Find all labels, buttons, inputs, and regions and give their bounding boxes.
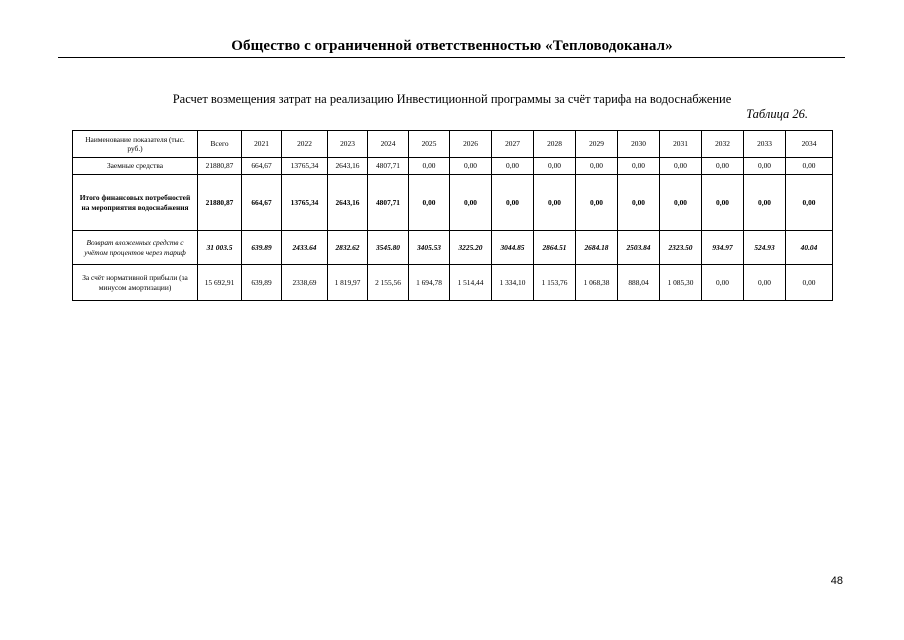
- header-cell: 2030: [618, 131, 660, 158]
- table-cell: 0,00: [702, 158, 744, 175]
- table-row: [73, 175, 833, 231]
- table-cell: 1 068,38: [576, 265, 618, 301]
- table-cell: 3044.85: [492, 231, 534, 265]
- table-cell: 1 334,10: [492, 265, 534, 301]
- company-header: Общество с ограниченной ответственностью «Тепловодоканал»: [231, 38, 673, 54]
- table-cell: 0,00: [786, 175, 833, 231]
- table-cell: 0,00: [618, 175, 660, 231]
- table-cell: 0,00: [576, 175, 618, 231]
- header-cell: 2025: [409, 131, 450, 158]
- table-cell: 0,00: [660, 158, 702, 175]
- header-cell: 2032: [702, 131, 744, 158]
- page-number: 48: [830, 575, 843, 587]
- table-cell: 31 003.5: [198, 231, 242, 265]
- table-cell: 0,00: [744, 175, 786, 231]
- header-cell: 2029: [576, 131, 618, 158]
- header-cell: 2028: [534, 131, 576, 158]
- table-cell: 0,00: [786, 265, 833, 301]
- table-cell: 0,00: [660, 175, 702, 231]
- table-cell: 1 153,76: [534, 265, 576, 301]
- table-cell: 2 155,56: [368, 265, 409, 301]
- table-cell: 2433.64: [282, 231, 328, 265]
- table-row: [73, 158, 833, 175]
- table-row: [73, 231, 833, 265]
- header-cell: 2024: [368, 131, 409, 158]
- table-cell: 0,00: [450, 158, 492, 175]
- table-cell: 4807,71: [368, 175, 409, 231]
- table-cell: 888,04: [618, 265, 660, 301]
- header-cell: 2031: [660, 131, 702, 158]
- table-cell: 3545.80: [368, 231, 409, 265]
- table-cell: 1 819,97: [328, 265, 368, 301]
- table-cell: 664,67: [242, 158, 282, 175]
- table-cell: 2503.84: [618, 231, 660, 265]
- investment-table: [72, 130, 833, 301]
- header-cell: 2022: [282, 131, 328, 158]
- table-cell: 0,00: [534, 175, 576, 231]
- table-cell: 2864.51: [534, 231, 576, 265]
- header-cell: 2026: [450, 131, 492, 158]
- table-cell: 934.97: [702, 231, 744, 265]
- table-cell: 664,67: [242, 175, 282, 231]
- table-cell: 0,00: [450, 175, 492, 231]
- header-cell: Наименование показателя (тыс. руб.): [73, 131, 198, 158]
- table-cell: 3225.20: [450, 231, 492, 265]
- table-cell: 21880,87: [198, 158, 242, 175]
- table-cell: 639.89: [242, 231, 282, 265]
- table-cell: 0,00: [744, 158, 786, 175]
- table-cell: 2338,69: [282, 265, 328, 301]
- table-cell: 2684.18: [576, 231, 618, 265]
- table-cell: 4807,71: [368, 158, 409, 175]
- table-cell: 639,89: [242, 265, 282, 301]
- row-label: Заемные средства: [73, 158, 198, 175]
- table-cell: 1 085,30: [660, 265, 702, 301]
- header-cell: 2027: [492, 131, 534, 158]
- table-cell: 2643,16: [328, 158, 368, 175]
- table-header-row: [73, 131, 833, 158]
- header-cell: 2033: [744, 131, 786, 158]
- table-cell: 13765,34: [282, 175, 328, 231]
- table-cell: 524.93: [744, 231, 786, 265]
- row-label: За счёт нормативной прибыли (за минусом амортизации): [73, 265, 198, 301]
- table-cell: 0,00: [618, 158, 660, 175]
- table-cell: 0,00: [744, 265, 786, 301]
- table-cell: 0,00: [786, 158, 833, 175]
- table-cell: 21880,87: [198, 175, 242, 231]
- table-cell: 15 692,91: [198, 265, 242, 301]
- header-cell: 2023: [328, 131, 368, 158]
- row-label: Итого финансовых потребностей на мероприятия водоснабжения: [73, 175, 198, 231]
- table-cell: 2832.62: [328, 231, 368, 265]
- table-number: Таблица 26.: [746, 107, 808, 121]
- table-cell: 0,00: [534, 158, 576, 175]
- table-cell: 3405.53: [409, 231, 450, 265]
- table-cell: 40.04: [786, 231, 833, 265]
- table-cell: 0,00: [409, 158, 450, 175]
- table-cell: 13765,34: [282, 158, 328, 175]
- table-cell: 0,00: [702, 175, 744, 231]
- table-cell: 1 694,78: [409, 265, 450, 301]
- table-cell: 0,00: [492, 175, 534, 231]
- table-cell: 2643,16: [328, 175, 368, 231]
- header-cell: 2034: [786, 131, 833, 158]
- table-cell: 0,00: [409, 175, 450, 231]
- table-cell: 0,00: [702, 265, 744, 301]
- row-label: Возврат вложенных средств с учётом процентов через тариф: [73, 231, 198, 265]
- table-cell: 2323.50: [660, 231, 702, 265]
- table-caption: Расчет возмещения затрат на реализацию Инвестиционной программы за счёт тарифа на водоснабжение: [172, 92, 732, 106]
- table-cell: 1 514,44: [450, 265, 492, 301]
- header-divider: [58, 57, 845, 58]
- table-row: [73, 265, 833, 301]
- header-cell: 2021: [242, 131, 282, 158]
- table-cell: 0,00: [492, 158, 534, 175]
- header-cell: Всего: [198, 131, 242, 158]
- table-cell: 0,00: [576, 158, 618, 175]
